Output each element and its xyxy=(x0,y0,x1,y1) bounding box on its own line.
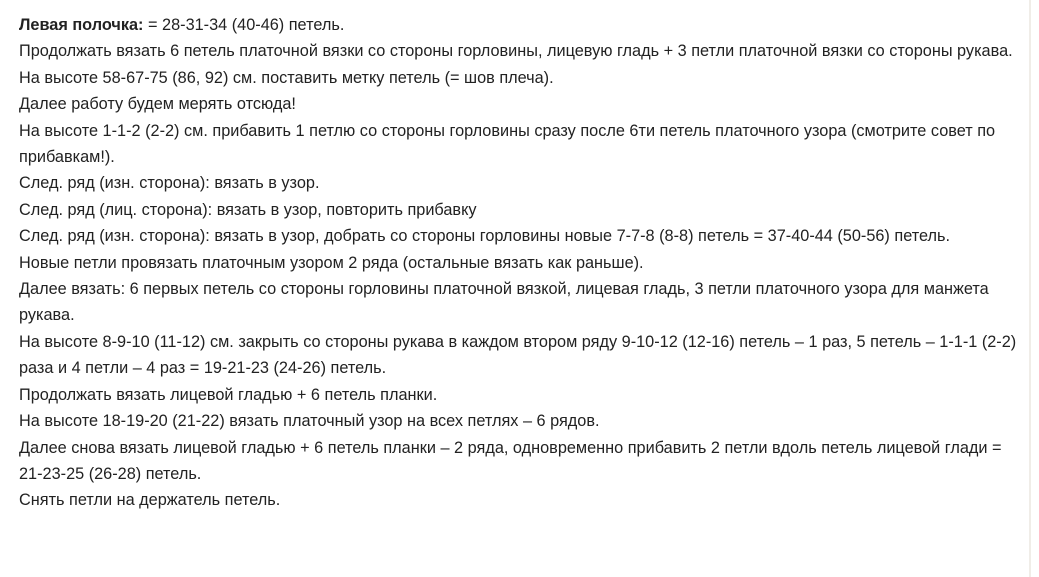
paragraph-4: На высоте 1-1-2 (2-2) см. прибавить 1 петлю со стороны горловины сразу после 6ти петель платочного узора (смотрите совет по прибавкам!). xyxy=(19,121,996,167)
paragraph-8: Новые петли провязать платочным узором 2 ряда (остальные вязать как раньше). xyxy=(19,253,644,272)
heading-value: = 28-31-34 (40-46) петель. xyxy=(143,16,345,34)
paragraph-2: На высоте 58-67-75 (86, 92) см. поставить метку петель (= шов плеча). xyxy=(19,68,554,87)
paragraph-6: След. ряд (лиц. сторона): вязать в узор, повторить прибавку xyxy=(19,200,477,219)
paragraph-9: Далее вязать: 6 первых петель со стороны горловины платочной вязкой, лицевая гладь, 3 петли платочного узора для манжета рукава. xyxy=(19,280,989,325)
page-edge-divider xyxy=(1029,0,1031,577)
paragraph-7: След. ряд (изн. сторона): вязать в узор, добрать со стороны горловины новые 7-7-8 (8-8) петель = 37-40-44 (50-56) петель. xyxy=(19,227,951,246)
heading-label: Левая полочка: xyxy=(19,16,144,34)
paragraph-12: На высоте 18-19-20 (21-22) вязать платочный узор на всех петлях – 6 рядов. xyxy=(19,412,600,431)
paragraph-10: На высоте 8-9-10 (11-12) см. закрыть со стороны рукава в каждом втором ряду 9-10-12 (12-16) петель – 1 раз, 5 петель – 1-1-1 (2-2) раза и 4 петли – 4 раз = 19-21-23 (24-26) петель. xyxy=(19,332,1017,378)
instructions-text xyxy=(19,12,1023,514)
paragraph-3: Далее работу будем мерять отсюда! xyxy=(19,95,296,114)
paragraph-1: Продолжать вязать 6 петель платочной вязки со стороны горловины, лицевую гладь + 3 петли платочной вязки со стороны рукава. xyxy=(19,42,1013,61)
paragraph-14: Снять петли на держатель петель. xyxy=(19,491,281,510)
paragraph-5: След. ряд (изн. сторона): вязать в узор. xyxy=(19,174,320,193)
paragraph-11: Продолжать вязать лицевой гладью + 6 петель планки. xyxy=(19,385,438,404)
paragraph-13: Далее снова вязать лицевой гладью + 6 петель планки – 2 ряда, одновременно прибавить 2 петли вдоль петель лицевой глади = 21-23-25 (26-28) петель. xyxy=(19,438,1002,483)
section-heading xyxy=(19,12,1023,38)
